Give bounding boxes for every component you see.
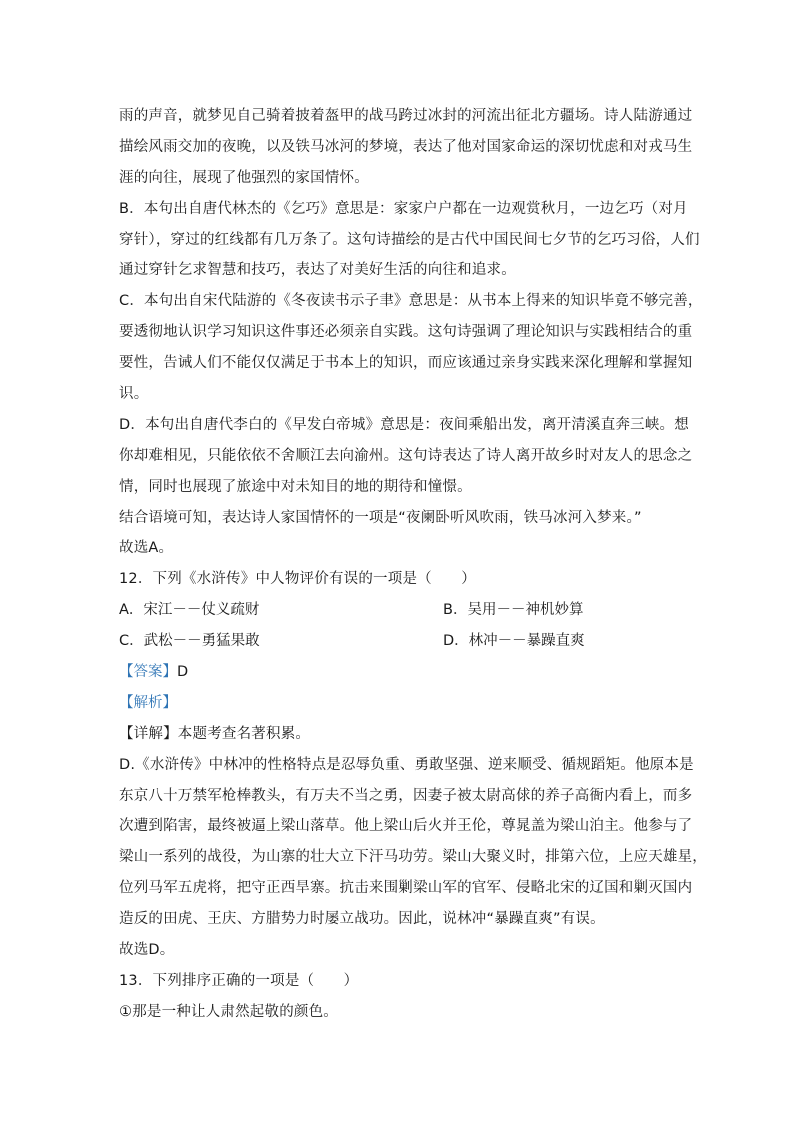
- question-12-option-b: B．吴用－－神机妙算: [443, 602, 584, 619]
- choice-line: 故选D。: [119, 942, 175, 959]
- choice-line: 故选A。: [119, 540, 174, 557]
- option-d-explanation-line: D．本句出自唐代李白的《早发白帝城》意思是：夜间乘船出发，离开清溪直奔三峡。想: [119, 416, 689, 433]
- paragraph-line: 要透彻地认识学习知识这件事还必须亲自实践。这句诗强调了理论知识与实践相结合的重: [119, 324, 693, 341]
- explanation-line: D.《水浒传》中林冲的性格特点是忍辱负重、勇敢坚强、逆来顺受、循规蹈矩。他原本是: [119, 756, 694, 773]
- question-12-options-row-1: [119, 595, 679, 626]
- question-12-options-row-2: [119, 626, 679, 657]
- paragraph-line: 你却难相见，只能依依不舍顺江去向渝州。这句诗表达了诗人离开故乡时对友人的思念之: [119, 447, 693, 464]
- question-12-option-d: D．林冲－－暴躁直爽: [443, 633, 585, 650]
- detail-heading-line: 【详解】本题考查名著积累。: [119, 725, 311, 742]
- paragraph-line: 通过穿针乞求智慧和技巧，表达了对美好生活的向往和追求。: [119, 262, 516, 279]
- paragraph-line: 要性，告诫人们不能仅仅满足于书本上的知识，而应该通过亲身实践来深化理解和掌握知: [119, 355, 693, 372]
- paragraph-line: 情，同时也展现了旅途中对未知目的地的期待和憧憬。: [119, 478, 472, 495]
- answer-row: [119, 657, 679, 688]
- explanation-line: 造反的田虎、王庆、方腊势力时屡立战功。因此，说林冲“暴躁直爽”有误。: [119, 911, 605, 928]
- answer-value: D: [177, 664, 189, 681]
- answer-label: 【答案】: [119, 664, 177, 681]
- paragraph-line: 涯的向往，展现了他强烈的家国情怀。: [119, 169, 369, 186]
- analysis-label: 【解析】: [119, 694, 177, 711]
- paragraph-line: 雨的声音，就梦见自己骑着披着盔甲的战马跨过冰封的河流出征北方疆场。诗人陆游通过: [119, 108, 693, 124]
- analysis-row: [119, 688, 679, 719]
- question-12-option-c: C．武松－－勇猛果敢: [119, 633, 260, 650]
- paragraph-line: 穿针），穿过的红线都有几万条了。这句诗描绘的是古代中国民间七夕节的乞巧习俗，人们: [119, 231, 700, 248]
- conclusion-line: 结合语境可知，表达诗人家国情怀的一项是“夜阑卧听风吹雨，铁马冰河入梦来。”: [119, 509, 642, 526]
- paragraph-line: 识。: [119, 386, 149, 403]
- question-13-sentence-1: ①那是一种让人肃然起敬的颜色。: [119, 1003, 338, 1020]
- paragraph-line: 描绘风雨交加的夜晚，以及铁马冰河的梦境，表达了他对国家命运的深切忧虑和对戎马生: [119, 138, 693, 155]
- option-c-explanation-line: C．本句出自宋代陆游的《冬夜读书示子聿》意思是：从书本上得来的知识毕竟不够完善，: [119, 293, 703, 310]
- option-b-explanation-line: B．本句出自唐代林杰的《乞巧》意思是：家家户户都在一边观赏秋月，一边乞巧（对月: [119, 200, 688, 217]
- question-12-option-a: A．宋江－－仗义疏财: [119, 602, 260, 619]
- document-content: [119, 101, 707, 1028]
- explanation-line: 东京八十万禁军枪棒教头，有万夫不当之勇，因妻子被太尉高俅的养子高衙内看上，而多: [119, 787, 693, 804]
- explanation-line: 位列马军五虎将，把守正西旱寨。抗击来围剿梁山军的官军、侵略北宋的辽国和剿灭国内: [119, 880, 693, 897]
- question-13-stem: 13．下列排序正确的一项是（ ）: [119, 972, 359, 989]
- explanation-line: 梁山一系列的战役，为山寨的壮大立下汗马功劳。梁山大聚义时，排第六位，上应天雄星，: [119, 849, 707, 866]
- question-12-stem: 12．下列《水浒传》中人物评价有误的一项是（ ）: [119, 571, 476, 588]
- explanation-line: 次遭到陷害，最终被逼上梁山落草。他上梁山后火并王伦，尊晁盖为梁山泊主。他参与了: [119, 818, 693, 835]
